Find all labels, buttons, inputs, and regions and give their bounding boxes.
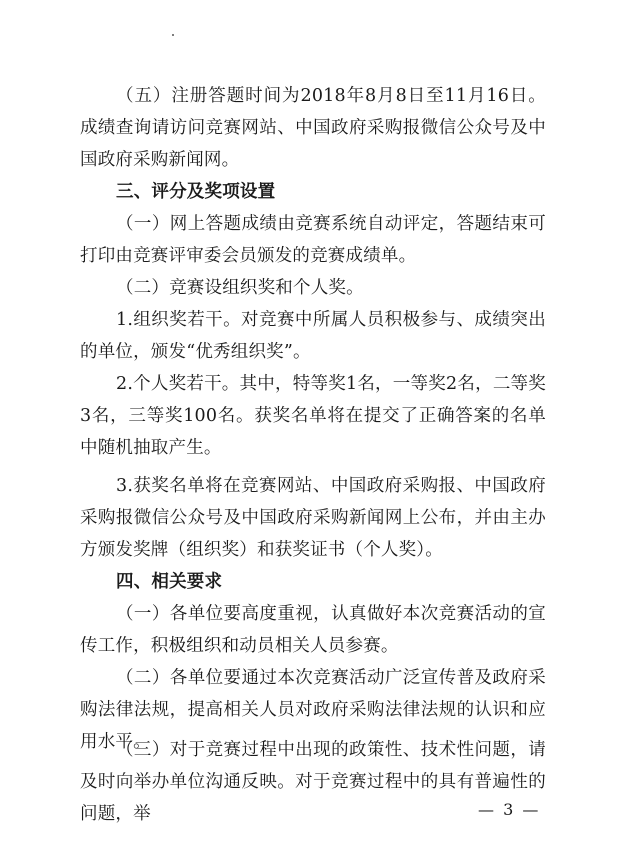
paragraph-registration-time: （五）注册答题时间为2018年8月8日至11月16日。成绩查询请访问竞赛网站、中国政府采购报微信公众号及中国政府采购新闻网。: [80, 86, 546, 170]
paragraph-requirement-publicity: （一）各单位要高度重视，认真做好本次竞赛活动的宣传工作，积极组织和动员相关人员参赛。: [80, 604, 546, 656]
paragraph-award-types: （二）竞赛设组织奖和个人奖。: [116, 278, 364, 298]
paragraph-requirement-feedback: （三）对于竞赛过程中出现的政策性、技术性问题，请及时向举办单位沟通反映。对于竞赛过程中的具有普遍性的问题，举: [80, 740, 546, 824]
scan-speck: [172, 34, 174, 36]
page-number: — 3 —: [478, 800, 541, 819]
paragraph-online-scoring: （一）网上答题成绩由竞赛系统自动评定，答题结束可打印由竞赛评审委会员颁发的竞赛成绩单。: [80, 214, 546, 266]
paragraph-individual-award: 2.个人奖若干。其中，特等奖1名，一等奖2名，二等奖3名，三等奖100名。获奖名单将在提交了正确答案的名单中随机抽取产生。: [80, 374, 546, 458]
section-heading-requirements: 四、相关要求: [116, 572, 223, 592]
paragraph-winner-announcement: 3.获奖名单将在竞赛网站、中国政府采购报、中国政府采购报微信公众号及中国政府采购新闻网上公布，并由主办方颁发奖牌（组织奖）和获奖证书（个人奖）。: [80, 476, 546, 560]
paragraph-organization-award: 1.组织奖若干。对竞赛中所属人员积极参与、成绩突出的单位，颁发“优秀组织奖”。: [80, 310, 546, 362]
paragraph-requirement-law-promotion: （二）各单位要通过本次竞赛活动广泛宣传普及政府采购法律法规，提高相关人员对政府采购法律法规的认识和应用水平。: [80, 668, 546, 752]
section-heading-scoring-awards: 三、评分及奖项设置: [116, 182, 276, 202]
